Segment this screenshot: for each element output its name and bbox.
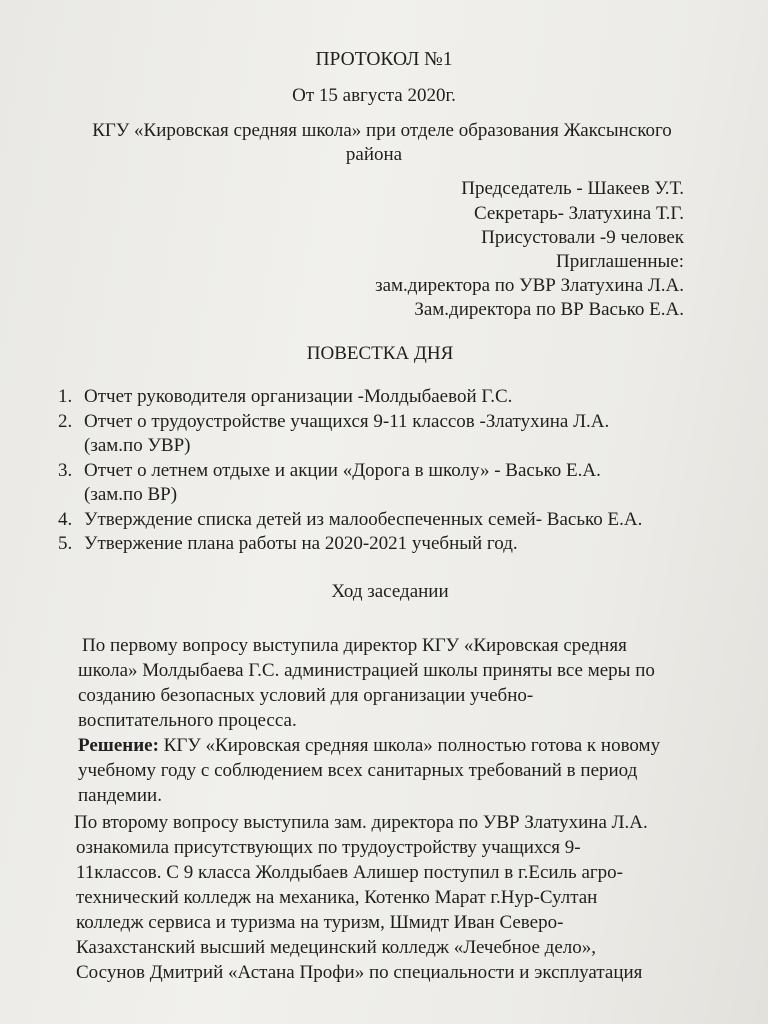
paragraph-line: школа» Молдыбаева Г.С. администрацией школы приняты все меры по [78, 660, 655, 681]
organization-line-2: района [345, 144, 403, 165]
paragraph-line: созданию безопасных условий для организации учебно- [78, 685, 534, 706]
paragraph-line: 11классов. С 9 класса Жолдыбаев Алишер поступил в г.Есиль агро- [76, 862, 624, 883]
agenda-item-text: Утвержение плана работы на 2020-2021 учебный год. [84, 533, 518, 554]
decision-line [78, 734, 660, 758]
agenda-item-number: 2. [58, 411, 73, 432]
paragraph-line: технический колледж на механика, Котенко Марат г.Нур-Султан [76, 887, 598, 908]
document-title: ПРОТОКОЛ №1 [315, 49, 453, 70]
agenda-item-text: Отчет о трудоустройстве учащихся 9-11 классов -Златухина Л.А. [84, 411, 610, 432]
invited-person-1: зам.директора по УВР Златухина Л.А. [375, 275, 684, 296]
paragraph-line: пандемии. [78, 785, 162, 806]
secretary: Секретарь- Златухина Т.Г. [473, 203, 684, 224]
paragraph-line: воспитательного процесса. [78, 710, 297, 731]
paragraph-line: По второму вопросу выступила зам. директора по УВР Златухина Л.А. [74, 812, 648, 833]
proceedings-heading: Ход заседании [331, 581, 449, 602]
agenda-item-number: 4. [58, 509, 73, 530]
agenda-item-text: Отчет о летнем отдыхе и акции «Дорога в школу» - Васько Е.А. [84, 460, 601, 481]
agenda-item [58, 410, 609, 434]
chairman: Председатель - Шакеев У.Т. [461, 178, 684, 199]
invited-person-2: Зам.директора по ВР Васько Е.А. [414, 299, 684, 320]
agenda-item-continuation: (зам.по УВР) [84, 435, 191, 456]
agenda-item [58, 532, 518, 556]
paragraph-line: По первому вопросу выступила директор КГУ «Кировская средняя [82, 635, 627, 656]
document-date: От 15 августа 2020г. [292, 85, 456, 106]
decision-text: КГУ «Кировская средняя школа» полностью готова к новому [158, 735, 661, 756]
agenda-item-number: 3. [58, 460, 73, 481]
paragraph-line: учебному году с соблюдением всех санитарных требований в период [78, 760, 638, 781]
agenda-item-continuation: (зам.по ВР) [84, 484, 178, 505]
agenda-item-text: Отчет руководителя организации -Молдыбаевой Г.С. [84, 386, 513, 407]
invited-label: Приглашенные: [555, 251, 684, 272]
decision-label: Решение: [78, 735, 159, 756]
agenda-item [58, 385, 512, 409]
agenda-item [58, 459, 601, 483]
agenda-item-number: 1. [58, 386, 73, 407]
paragraph-line: ознакомила присутствующих по трудоустройству учащихся 9- [76, 837, 581, 858]
agenda-heading: ПОВЕСТКА ДНЯ [306, 343, 454, 364]
paragraph-line: колледж сервиса и туризма на туризм, Шмидт Иван Северо- [76, 912, 564, 933]
agenda-item-text: Утверждение списка детей из малообеспеченных семей- Васько Е.А. [84, 509, 643, 530]
attendance-count: Присустовали -9 человек [481, 227, 684, 248]
agenda-item [58, 508, 642, 532]
paragraph-line: Казахстанский высший медецинский колледж «Лечебное дело», [76, 937, 597, 958]
paragraph-line: Сосунов Дмитрий «Астана Профи» по специальности и эксплуатация [76, 962, 643, 983]
agenda-item-number: 5. [58, 533, 73, 554]
organization-line-1: КГУ «Кировская средняя школа» при отделе образования Жаксынского [92, 120, 672, 141]
